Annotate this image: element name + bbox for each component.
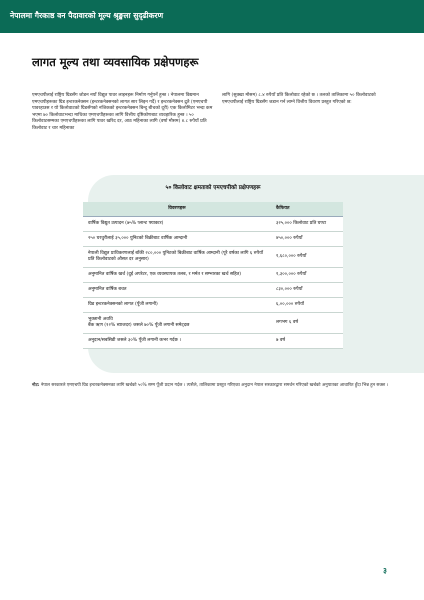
table-cell-item: वार्षिक विद्युत उत्पादन (७५% प्लान्ट फ्याक्टर) <box>83 217 271 232</box>
table-header-item: विवरणहरू <box>83 202 271 217</box>
table-cell-item: ग्रिड इन्टरकनेक्सनको लागत (पूँजी लगानी) <box>83 298 271 313</box>
table-header-row <box>83 202 343 217</box>
table-cell-value: १,३००,००० रुपैयाँ <box>271 268 343 283</box>
table-cell-value: ४५०,००० रुपैयाँ <box>271 232 343 247</box>
table-note <box>32 383 392 389</box>
table-row <box>83 247 343 268</box>
document-title: नेपालमा गैरकाष्ठ वन पैदावारको मूल्य श्रृङ्खला सुदृढीकरण <box>10 11 164 20</box>
table-row <box>83 268 343 283</box>
projection-table <box>83 202 343 349</box>
body-text-right: लागि (सुक्खा मौसम) ८.४ रुपैयाँ प्रति किलोवाट रहेको छ । तलको तालिकामा ५० किलोवाटको एमएचपीलाई राष्ट्रिय ग्रिडसँग जडान गर्न लाग्ने वित्तीय विवरण प्रस्तुत गरिएको छ: <box>222 93 376 105</box>
table-row <box>83 334 343 349</box>
table-cell-value: ८३०,००० रुपैयाँ <box>271 283 343 298</box>
table-cell-item: अनुमानित वार्षिक खर्च (दुई अपरेटर, एक व्यवस्थापक तलब, र मर्मत र सम्भारका खर्च सहित) <box>83 268 271 283</box>
table-cell-value: ६,००,००० रुपैयाँ <box>271 298 343 313</box>
table-row <box>83 298 343 313</box>
note-label: नोट: <box>32 383 40 388</box>
table-cell-value: ३२५,००० किलोवाट प्रति घण्टा <box>271 217 343 232</box>
table-cell-item: २५० घरधुरीलाई ३५,००० युनिटको बिक्रीबाट वार्षिक आम्दानी <box>83 232 271 247</box>
note-text: नेपाल सरकारले एमएचपी ग्रिड इन्टरकनेक्सनका लागि खर्चको ५०% सम्म पूँजी प्रदान गर्दछ । त्यसैले, तालिकामा प्रस्तुत गरिएका अनुदान नेपाल सरकारद्वारा समर्थन गरिएको खर्चको अनुपातका आधारित हुँदा भिन्न हुन सक्छ । <box>40 383 389 388</box>
table-header-value: कैफियत <box>271 202 343 217</box>
table-row <box>83 283 343 298</box>
table-cell-item: अनुदान/सबसिडी जसले ३०% पूँजी लगानी कभर गर्दछ । <box>83 334 271 349</box>
table-cell-value: ७ वर्ष <box>271 334 343 349</box>
table-cell-value: १,६८०,००० रुपैयाँ <box>271 247 343 268</box>
table-row <box>83 313 343 334</box>
table-title: ५० किलोवाट क्षमताको एमएचपीको प्रक्षेपणहरू <box>165 185 261 191</box>
table-cell-item: नेपाली विद्युत प्राधिकरणलाई बाँकी २८०,००० युनिटको बिक्रीबाट वार्षिक आम्दानी (पूरै वर्षका लागि ६ रुपैयाँ प्रति किलोवाटको औसत दर अनुसार) <box>83 247 271 268</box>
header-bar <box>0 0 424 33</box>
section-title: लागत मूल्य तथा व्यवसायिक प्रक्षेपणहरू <box>32 55 199 69</box>
table-cell-item: अनुमानित वार्षिक बचत <box>83 283 271 298</box>
page-number: ३ <box>383 566 387 575</box>
table-cell-item: भुक्तानी अवधि बैंक ऋण (१२% ब्याजदर) जसले ७०% पूँजी लगानी समेट्दछ <box>83 313 271 334</box>
table-row <box>83 232 343 247</box>
table-cell-value: लगभग ६ वर्ष <box>271 313 343 334</box>
body-text-left: एमएचपीलाई राष्ट्रिय ग्रिडसँग जोडन नयाँ विद्युत पावर लाइनहरू निर्माण गर्नुपर्ने हुन्छ । नेपालमा विद्यमान एमएचपीहरूका ग्रिड इन्टरकनेक्सन (इन्टरकनेक्सनको लागत सार लिइन गर्दै) र इन्टरकनेक्सन द्रुतै (एमएचपी पावरहाउस र यो किलोवाटको ग्रिडसँगको नजिकको इन्टरकनेक्सन बिन्दु बीचको दूरी) एक किलोमिटर भन्दा कम भएमा ७० किलोवाटभन्दा माथिका एमएचपीहरूका लागि वित्तीय दृष्टिकोणबाट व्यवहारिक हुन्छ । ५० किलोवाटसम्मका एमएचपीहरूका लागि पावर खरिद दर, आठ महिनाका लागि (वर्षा मौसम) ४.८ रुपैयाँ प्रति किलोवाट र चार महिनाका <box>32 93 213 131</box>
table-row <box>83 217 343 232</box>
